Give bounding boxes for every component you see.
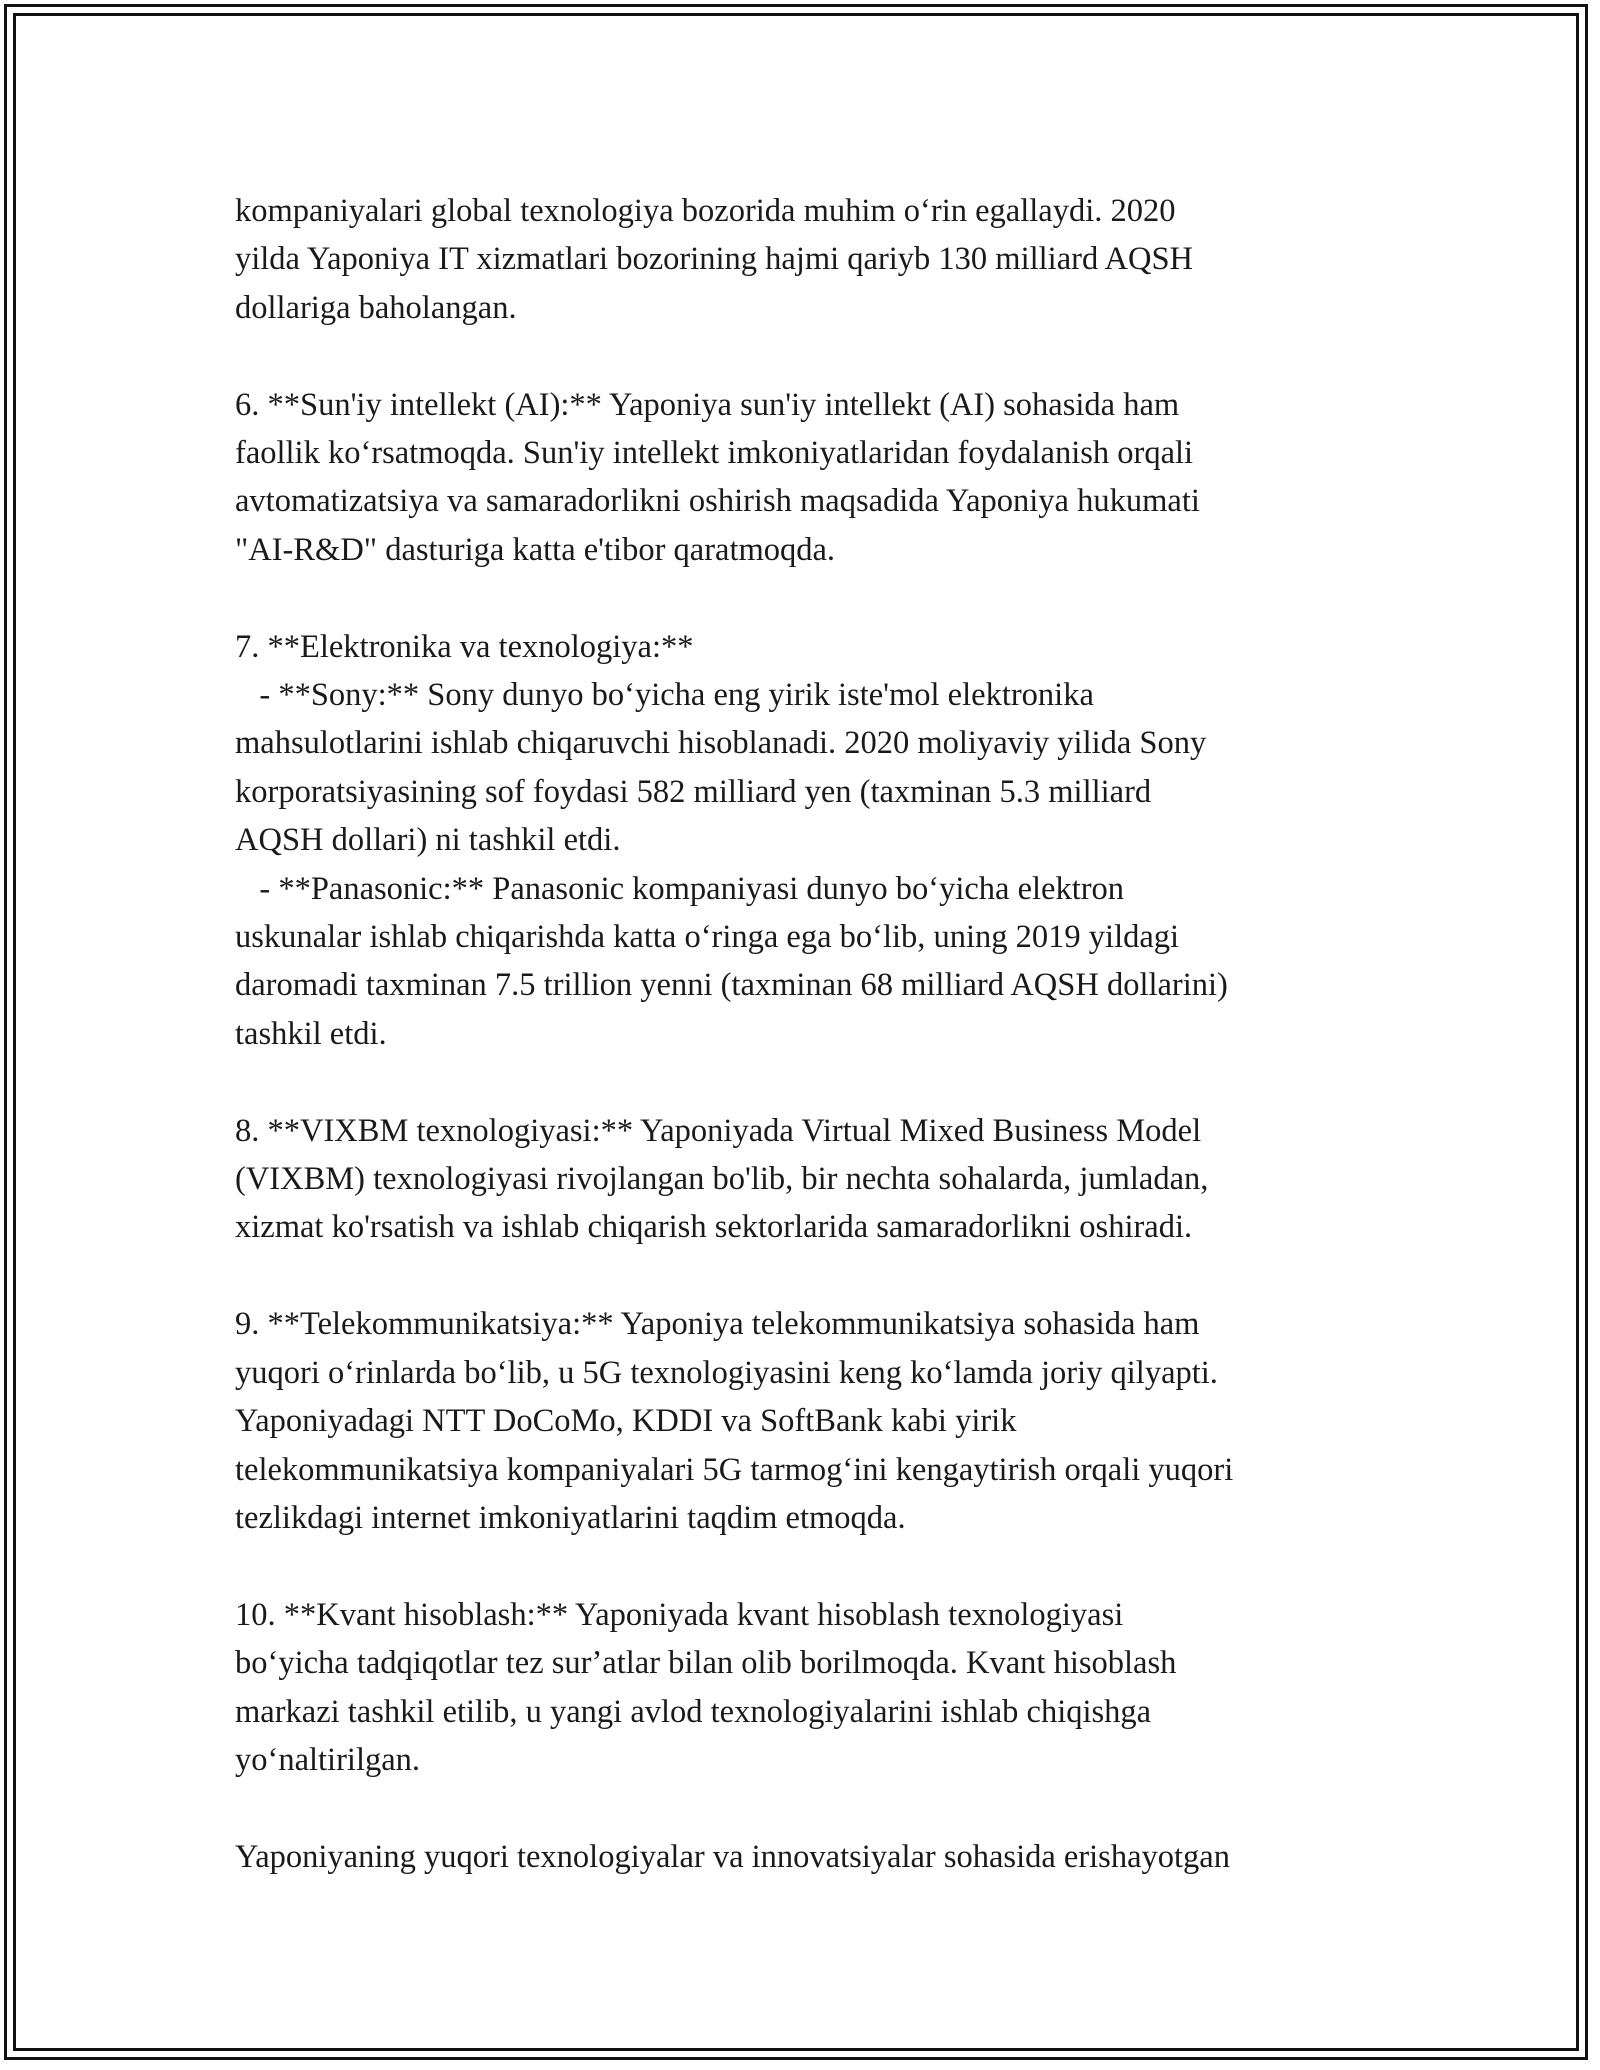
- text-line: 7. **Elektronika va texnologiya:**: [235, 628, 694, 665]
- text-line: yuqori oʻrinlarda boʻlib, u 5G texnologiyasini keng koʻlamda joriy qilyapti.: [235, 1354, 1218, 1391]
- paragraph-spacer: [235, 1542, 1415, 1590]
- text-line: telekommunikatsiya kompaniyalari 5G tarmogʻini kengaytirish orqali yuqori: [235, 1451, 1234, 1488]
- paragraph-section-10-quantum: [235, 1591, 1415, 1785]
- paragraph-spacer: [235, 1784, 1415, 1832]
- text-line: yilda Yaponiya IT xizmatlari bozorining hajmi qariyb 130 milliard AQSH: [235, 241, 1194, 278]
- text-line: faollik koʻrsatmoqda. Sun'iy intellekt imkoniyatlaridan foydalanish orqali: [235, 435, 1194, 472]
- text-line: 9. **Telekommunikatsiya:** Yaponiya telekommunikatsiya sohasida ham: [235, 1306, 1200, 1343]
- text-line: uskunalar ishlab chiqarishda katta oʻringa ega boʻlib, uning 2019 yildagi: [235, 919, 1180, 956]
- paragraph-intro-continued: [235, 187, 1415, 332]
- text-line: (VIXBM) texnologiyasi rivojlangan bo'lib, bir nechta sohalarda, jumladan,: [235, 1161, 1209, 1198]
- text-line: avtomatizatsiya va samaradorlikni oshirish maqsadida Yaponiya hukumati: [235, 483, 1200, 520]
- paragraph-spacer: [235, 1058, 1415, 1106]
- document-body: [235, 187, 1415, 1881]
- paragraph-section-6-ai: [235, 381, 1415, 575]
- text-line: - **Sony:** Sony dunyo boʻyicha eng yirik iste'mol elektronika: [235, 677, 1094, 714]
- text-line: tashkil etdi.: [235, 1015, 387, 1052]
- text-line: boʻyicha tadqiqotlar tez surʼatlar bilan olib borilmoqda. Kvant hisoblash: [235, 1645, 1177, 1682]
- text-line: 6. **Sun'iy intellekt (AI):** Yaponiya sun'iy intellekt (AI) sohasida ham: [235, 386, 1180, 423]
- text-line: 8. **VIXBM texnologiyasi:** Yaponiyada Virtual Mixed Business Model: [235, 1112, 1202, 1149]
- text-line: AQSH dollari) ni tashkil etdi.: [235, 822, 621, 859]
- paragraph-section-9-telecom: [235, 1300, 1415, 1542]
- text-line: markazi tashkil etilib, u yangi avlod texnologiyalarini ishlab chiqishga: [235, 1693, 1152, 1730]
- text-line: tezlikdagi internet imkoniyatlarini taqdim etmoqda.: [235, 1499, 906, 1536]
- paragraph-spacer: [235, 1252, 1415, 1300]
- text-line: yoʻnaltirilgan.: [235, 1741, 421, 1778]
- paragraph-section-7-electronics: [235, 623, 1415, 1059]
- text-line: Yaponiyaning yuqori texnologiyalar va innovatsiyalar sohasida erishayotgan: [235, 1838, 1230, 1875]
- text-line: 10. **Kvant hisoblash:** Yaponiyada kvant hisoblash texnologiyasi: [235, 1596, 1124, 1633]
- text-line: Yaponiyadagi NTT DoCoMo, KDDI va SoftBank kabi yirik: [235, 1403, 1017, 1440]
- paragraph-conclusion: [235, 1833, 1415, 1881]
- text-line: - **Panasonic:** Panasonic kompaniyasi dunyo boʻyicha elektron: [235, 870, 1125, 907]
- text-line: xizmat ko'rsatish va ishlab chiqarish sektorlarida samaradorlikni oshiradi.: [235, 1209, 1193, 1246]
- paragraph-spacer: [235, 332, 1415, 380]
- text-line: "AI-R&D" dasturiga katta e'tibor qaratmoqda.: [235, 531, 836, 568]
- text-line: mahsulotlarini ishlab chiqaruvchi hisoblanadi. 2020 moliyaviy yilida Sony: [235, 725, 1207, 762]
- text-line: daromadi taxminan 7.5 trillion yenni (taxminan 68 milliard AQSH dollarini): [235, 967, 1228, 1004]
- text-line: korporatsiyasining sof foydasi 582 milliard yen (taxminan 5.3 milliard: [235, 773, 1152, 810]
- paragraph-section-8-vixbm: [235, 1107, 1415, 1252]
- text-line: dollariga baholangan.: [235, 289, 517, 326]
- paragraph-spacer: [235, 574, 1415, 622]
- text-line: kompaniyalari global texnologiya bozorida muhim oʻrin egallaydi. 2020: [235, 193, 1176, 229]
